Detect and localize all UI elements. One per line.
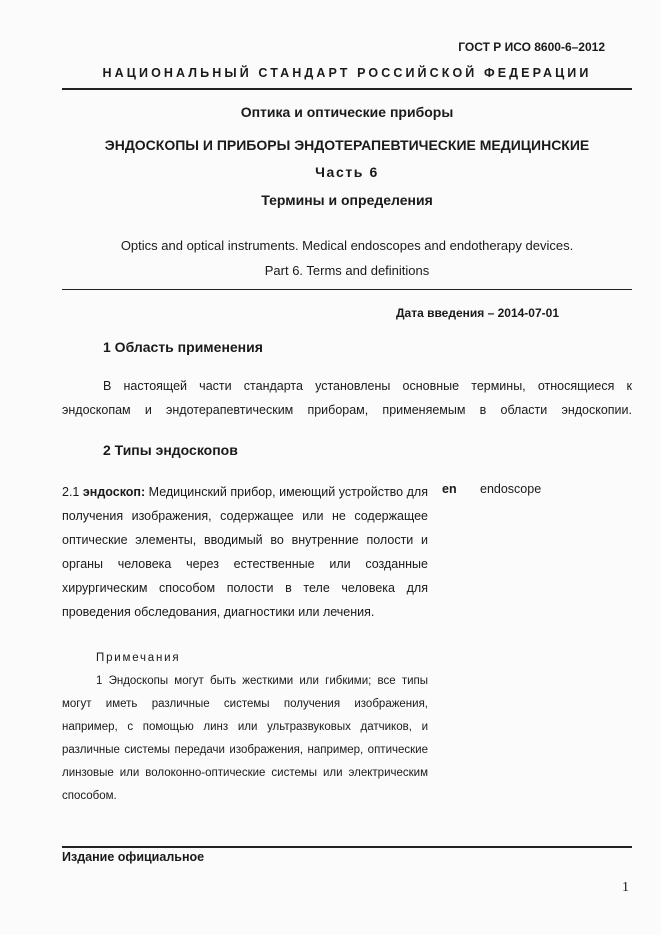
english-term: endoscope bbox=[480, 482, 542, 496]
standard-title: НАЦИОНАЛЬНЫЙ СТАНДАРТ РОССИЙСКОЙ ФЕДЕРАЦИИ bbox=[102, 66, 592, 80]
edition-label: Издание официальное bbox=[62, 850, 205, 864]
footer-divider bbox=[62, 846, 632, 848]
section-heading-types: 2 Типы эндоскопов bbox=[103, 442, 238, 458]
scope-text: В настоящей части стандарта установлены основные термины, относящиеся к эндоскопам и эндотерапевтическим приборам, применяемым в области эндоскопии. bbox=[62, 379, 632, 417]
term-language: en bbox=[442, 482, 457, 496]
top-divider bbox=[62, 88, 632, 90]
subject-heading: Оптика и оптические приборы bbox=[240, 104, 454, 120]
note-1 bbox=[62, 670, 428, 808]
part-title: Термины и определения bbox=[261, 192, 433, 208]
definition-term: эндоскоп: bbox=[82, 485, 146, 499]
notes-heading: Примечания bbox=[96, 652, 181, 664]
section-heading-scope: 1 Область применения bbox=[103, 339, 263, 355]
definition-number: 2.1 bbox=[62, 485, 80, 499]
definition-text: Медицинский прибор, имеющий устройство для получения изображения, содержащее или не содержащее оптические элементы, вводимый во внутренние полости и органы человека через естественные или созданные хирургическим способом полости в теле человека для проведения обследования, диагностики или лечения. bbox=[62, 485, 428, 619]
document-code: ГОСТ Р ИСО 8600-6–2012 bbox=[458, 40, 605, 54]
page-number: 1 bbox=[622, 880, 629, 895]
introduction-date: Дата введения – 2014-07-01 bbox=[395, 306, 559, 320]
document-title: ЭНДОСКОПЫ И ПРИБОРЫ ЭНДОТЕРАПЕВТИЧЕСКИЕ МЕДИЦИНСКИЕ bbox=[104, 137, 590, 153]
scope-paragraph bbox=[62, 374, 632, 422]
title-divider bbox=[62, 289, 632, 290]
english-title-line2: Part 6. Terms and definitions bbox=[264, 263, 430, 278]
english-title-line1: Optics and optical instruments. Medical endoscopes and endotherapy devices. bbox=[120, 238, 574, 253]
note-1-text: 1 Эндоскопы могут быть жесткими или гибкими; все типы могут иметь различные системы получения изображения, например, с помощью линз или ультразвуковых датчиков, и различные системы передачи изображения, например, оптические линзовые или волоконно-оптические системы или электрическим способом. bbox=[62, 675, 428, 802]
part-number: Часть 6 bbox=[315, 164, 379, 180]
definition-endoscope bbox=[62, 480, 428, 624]
